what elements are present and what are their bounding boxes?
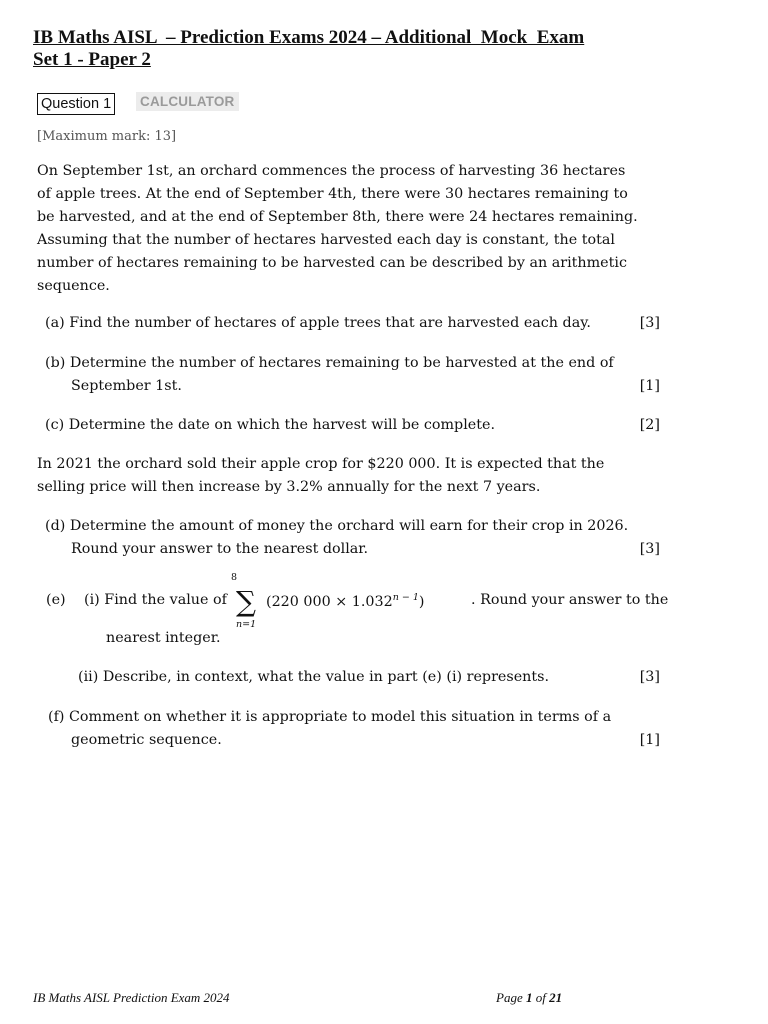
intro-line: sequence.: [37, 278, 110, 294]
sum-exponent: n − 1: [392, 592, 419, 603]
part-f-mark: [1]: [639, 732, 660, 748]
part-e-mark: [3]: [639, 669, 660, 685]
part-a: [45, 312, 660, 335]
part-d-text: (d) Determine the amount of money the orchard will earn for their crop in 2026.: [45, 518, 629, 534]
part-c: [45, 414, 660, 437]
footer-exam-name: IB Maths AISL Prediction Exam 2024: [33, 990, 230, 1005]
part-e-label: (e): [46, 592, 66, 608]
part-e-i-line2: nearest integer.: [106, 630, 221, 646]
calculator-badge: CALCULATOR: [136, 92, 239, 111]
part-f-text-cont: geometric sequence.: [71, 732, 222, 748]
page-number: [496, 990, 562, 1006]
page-total: 21: [549, 990, 563, 1005]
part-c-mark: [2]: [639, 417, 660, 433]
page-current: 1: [525, 990, 533, 1005]
part-a-text: (a) Find the number of hectares of apple trees that are harvested each day.: [45, 315, 591, 331]
part-a-mark: [3]: [639, 315, 660, 331]
middle-paragraph: [37, 453, 657, 499]
middle-line: In 2021 the orchard sold their apple crop for $220 000. It is expected that the: [37, 456, 605, 472]
intro-line: On September 1st, an orchard commences the process of harvesting 36 hectares: [37, 163, 626, 179]
part-f-text: (f) Comment on whether it is appropriate to model this situation in terms of a: [48, 709, 612, 725]
intro-line: be harvested, and at the end of September 8th, there were 24 hectares remaining.: [37, 209, 638, 225]
page-of: of: [532, 990, 550, 1005]
part-e-i-prefix: (i) Find the value of: [84, 592, 227, 608]
sigma-symbol: ∑: [236, 585, 256, 618]
sum-lower-limit: n=1: [236, 619, 257, 630]
part-b-text-cont: September 1st.: [71, 378, 182, 394]
sum-expression: [266, 592, 424, 610]
title-line-1: IB Maths AISL – Prediction Exams 2024 – Additional Mock Exam: [33, 27, 585, 48]
part-b: [45, 352, 660, 398]
intro-line: number of hectares remaining to be harvested can be described by an arithmetic: [37, 255, 627, 271]
part-b-text: (b) Determine the number of hectares remaining to be harvested at the end of: [45, 355, 614, 371]
part-e-ii: [78, 666, 660, 689]
sum-close-paren: ): [418, 593, 425, 610]
part-d-text-cont: Round your answer to the nearest dollar.: [71, 541, 369, 557]
question-label: Question 1: [37, 93, 115, 115]
intro-paragraph: [37, 160, 657, 298]
part-b-mark: [1]: [639, 378, 660, 394]
sum-upper-limit: 8: [231, 572, 238, 583]
intro-line: of apple trees. At the end of September 4th, there were 30 hectares remaining to: [37, 186, 628, 202]
middle-line: selling price will then increase by 3.2% annually for the next 7 years.: [37, 479, 541, 495]
part-d: [45, 515, 660, 561]
exam-title: [33, 27, 584, 71]
maximum-mark: [Maximum mark: 13]: [37, 129, 177, 144]
part-e-i-suffix: . Round your answer to the: [471, 592, 669, 608]
part-c-text: (c) Determine the date on which the harvest will be complete.: [45, 417, 495, 433]
page-prefix: Page: [496, 990, 526, 1005]
part-e-i: [46, 572, 669, 634]
title-line-2: Set 1 - Paper 2: [33, 49, 151, 70]
part-e-ii-text: (ii) Describe, in context, what the value in part (e) (i) represents.: [78, 669, 550, 685]
sum-expression-base: (220 000 × 1.032: [266, 593, 393, 610]
part-e-i-cont: [106, 627, 506, 650]
part-d-mark: [3]: [639, 541, 660, 557]
part-f: [48, 706, 660, 752]
intro-line: Assuming that the number of hectares harvested each day is constant, the total: [37, 232, 615, 248]
